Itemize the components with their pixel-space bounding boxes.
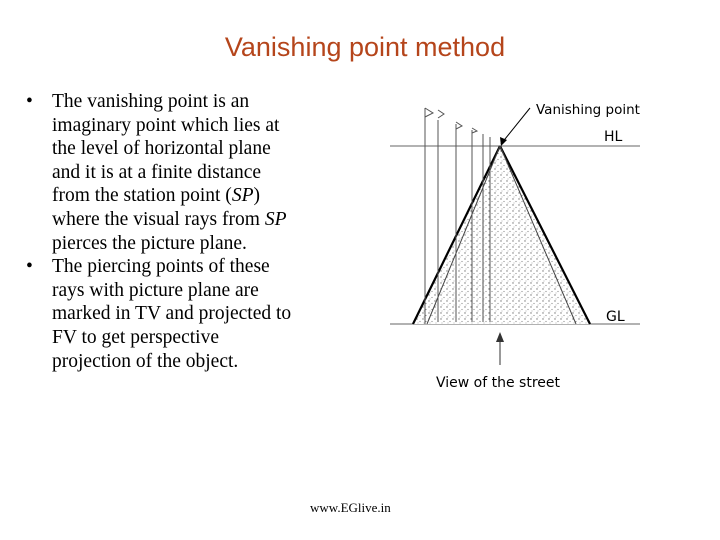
bullet-symbol: • [26, 91, 33, 112]
vanishing-point-diagram [380, 90, 680, 400]
street-triangle [413, 146, 590, 324]
view-arrowhead [496, 332, 504, 342]
bullet-text-italic: SP [264, 208, 287, 230]
vanishing-point-pointer [501, 108, 530, 144]
bullet-text-segment: pierces the picture plane. [52, 232, 247, 254]
bullet-item-1 [26, 90, 366, 255]
gl-label: GL [606, 309, 625, 325]
hl-label: HL [604, 129, 623, 145]
bullet-text [52, 91, 286, 254]
vanishing-point-label: Vanishing point [536, 102, 640, 118]
bullet-text-segment: The piercing points of these rays with picture plane are marked in TV and projected to FV to get perspective projection of the object. [52, 256, 292, 372]
bullet-symbol: • [26, 256, 33, 278]
bullet-text-italic: SP [231, 185, 254, 207]
slide-title: Vanishing point method [224, 32, 506, 62]
bullet-item-2 [26, 255, 366, 373]
bullet-list [26, 90, 366, 373]
bullet-text [52, 256, 291, 371]
bullet-text-segment: ) where the visual rays from [52, 185, 260, 230]
bullet-text-segment: The vanishing point is an imaginary point which lies at the level of horizontal plane and it is at a finite distance from the station point ( [52, 91, 280, 207]
street-caption: View of the street [436, 375, 560, 391]
footer-website: www.EGlive.in [310, 500, 391, 515]
